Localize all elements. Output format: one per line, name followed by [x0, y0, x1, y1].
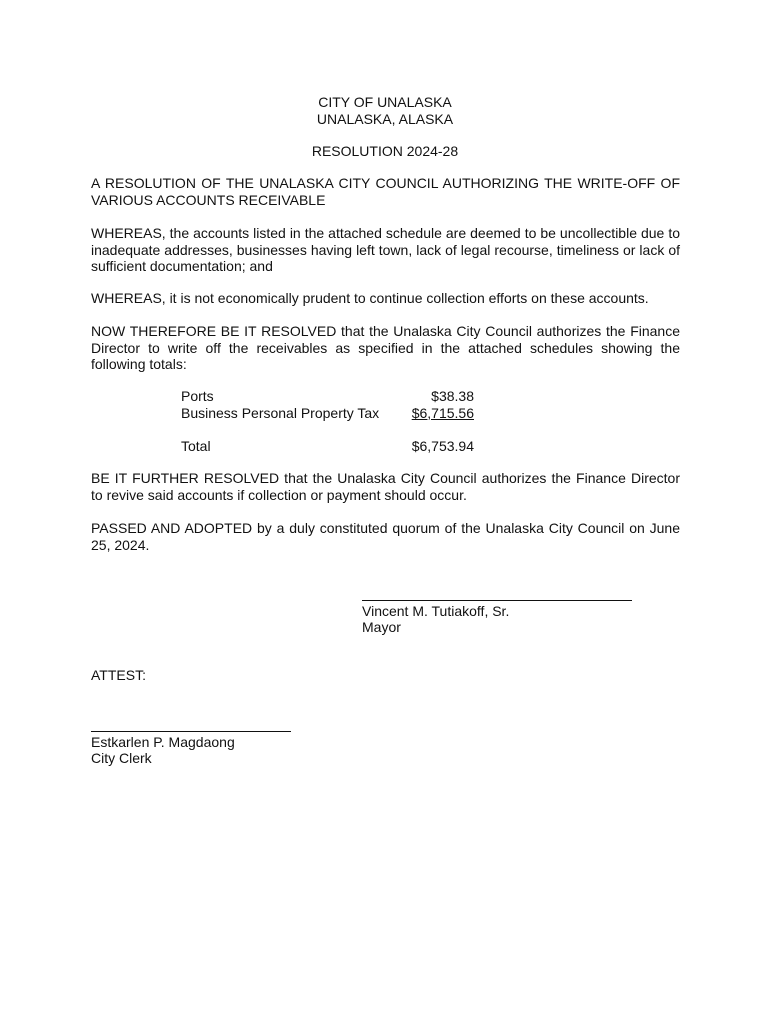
grand-total-label: Total	[181, 437, 211, 454]
mayor-name: Vincent M. Tutiakoff, Sr.	[362, 602, 510, 619]
further-resolved-clause: BE IT FURTHER RESOLVED that the Unalaska City Council authorizes the Finance Director to revive said accounts if collection or payment should occur.	[91, 470, 680, 503]
totals-row-amount: $6,715.56	[411, 404, 474, 421]
mayor-title: Mayor	[362, 619, 401, 635]
clerk-signature-block	[91, 716, 291, 767]
passed-adopted-clause: PASSED AND ADOPTED by a duly constituted quorum of the Unalaska City Council on June 25, 2024.	[91, 520, 680, 553]
grand-total-amount: $6,753.94	[411, 437, 474, 454]
resolution-number: RESOLUTION 2024-28	[311, 143, 459, 159]
resolved-clause: NOW THEREFORE BE IT RESOLVED that the Unalaska City Council authorizes the Finance Director to write off the receivables as specified in the attached schedules showing the following totals:	[91, 323, 680, 372]
whereas-clause-1: WHEREAS, the accounts listed in the attached schedule are deemed to be uncollectible due to inadequate addresses, businesses having left town, lack of legal recourse, timeliness or lack of sufficient documentation; and	[91, 225, 680, 274]
city-location: UNALASKA, ALASKA	[316, 110, 454, 127]
totals-row-label: Business Personal Property Tax	[181, 404, 380, 421]
clerk-title: City Clerk	[91, 750, 152, 766]
totals-row-label: Ports	[181, 388, 214, 404]
totals-row-amount: $38.38	[431, 388, 474, 404]
totals-row	[181, 405, 474, 422]
resolution-title: A RESOLUTION OF THE UNALASKA CITY COUNCIL AUTHORIZING THE WRITE-OFF OF VARIOUS ACCOUNTS RECEIVABLE	[91, 175, 680, 208]
totals-row	[181, 388, 474, 405]
whereas-clause-2: WHEREAS, it is not economically prudent to continue collection efforts on these accounts.	[91, 290, 649, 306]
totals-table	[181, 388, 474, 454]
city-name: CITY OF UNALASKA	[318, 94, 452, 110]
clerk-name: Estkarlen P. Magdaong	[91, 733, 235, 750]
mayor-signature-line	[362, 585, 632, 601]
clerk-signature-line	[91, 716, 291, 732]
mayor-signature-block	[362, 585, 632, 636]
document-header	[0, 94, 770, 127]
grand-total-row	[181, 438, 474, 455]
attest-label: ATTEST:	[91, 667, 146, 683]
